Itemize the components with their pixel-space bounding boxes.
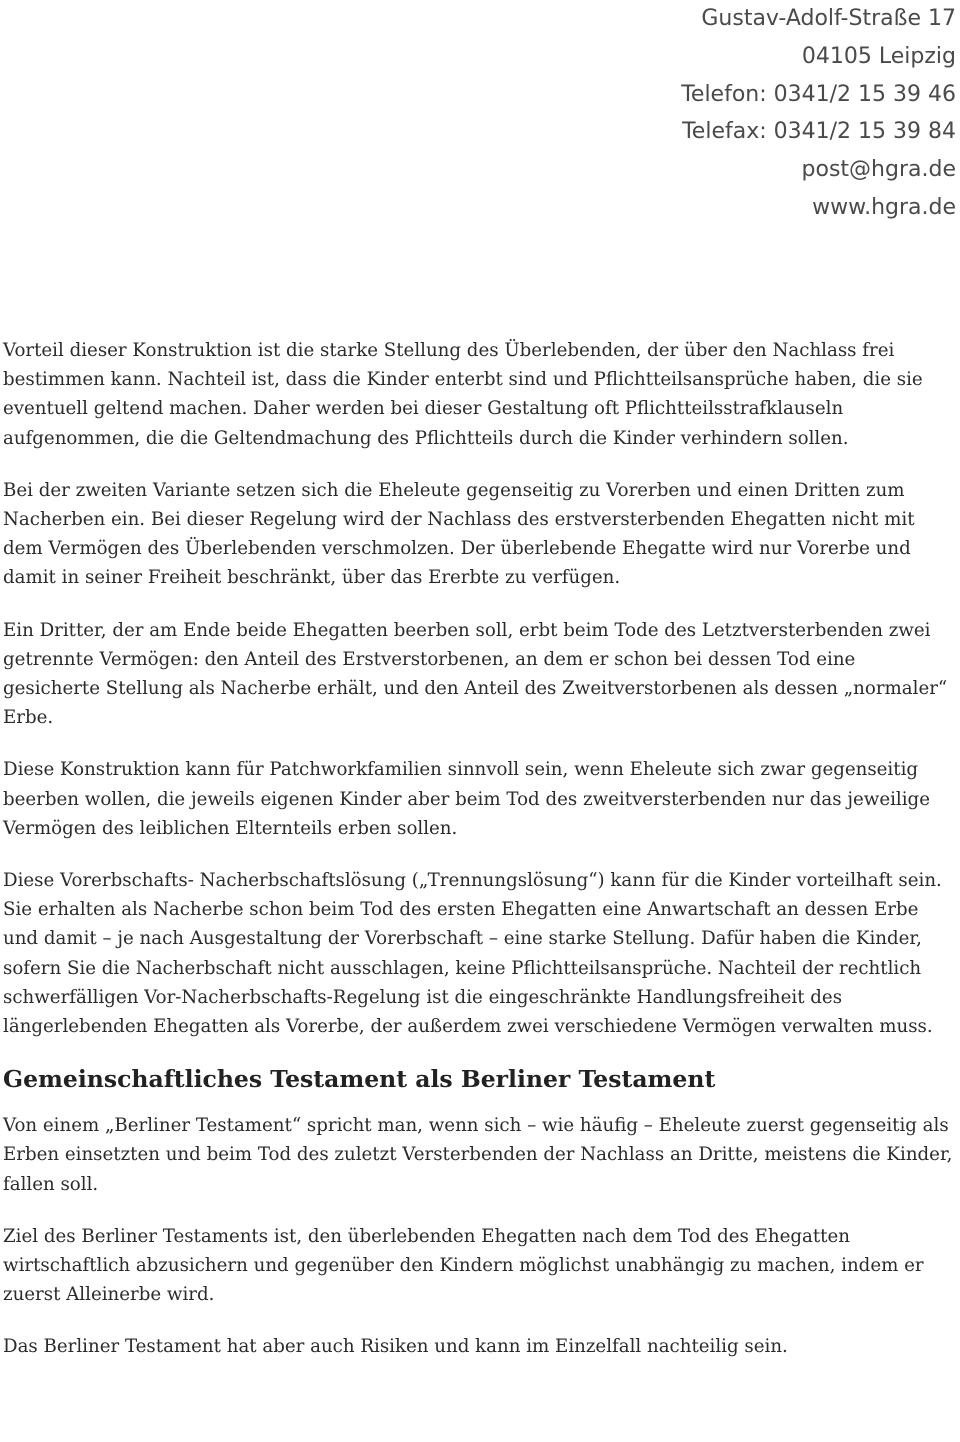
letterhead-street: Gustav-Adolf-Straße 17 <box>701 6 956 31</box>
paragraph-berliner-risks: Das Berliner Testament hat aber auch Risiken und kann im Einzelfall nachteilig sein. <box>3 1336 788 1358</box>
paragraph-berliner-goal: Ziel des Berliner Testaments ist, den überlebenden Ehegatten nach dem Tod des Ehegatten wirtschaftlich abzusichern und gegenüber den Kindern möglichst unabhängig zu machen, indem er zuerst Alleinerbe wird. <box>3 1225 924 1306</box>
document-body <box>3 336 958 1385</box>
paragraph-berliner-definition: Von einem „Berliner Testament“ spricht man, wenn sich – wie häufig – Eheleute zuerst gegenseitig als Erben einsetzten und beim Tod des zuletzt Versterbenden der Nachlass an Dritte, meistens die Kinder, fallen soll. <box>3 1115 953 1195</box>
paragraph-advantage: Vorteil dieser Konstruktion ist die starke Stellung des Überlebenden, der über den Nachlass frei bestimmen kann. Nachteil ist, dass die Kinder enterbt sind und Pflichtteilsansprüche haben, die sie eventuell geltend machen. Daher werden bei dieser Gestaltung oft Pflichtteilsstrafklauseln aufgenommen, die die Geltendmachung des Pflichtteils durch die Kinder verhindern sollen. <box>3 340 923 449</box>
letterhead-city: 04105 Leipzig <box>801 43 956 69</box>
paragraph-second-variant: Bei der zweiten Variante setzen sich die Eheleute gegenseitig zu Vorerben und einen Dritten zum Nacherben ein. Bei dieser Regelung wird der Nachlass des erstversterbenden Ehegatten nicht mit dem Vermögen des Überlebenden verschmolzen. Der überlebende Ehegatte wird nur Vorerbe und damit in seiner Freiheit beschränkt, über das Ererbte zu verfügen. <box>3 479 915 589</box>
letterhead-fax: Telefax: 0341/2 15 39 84 <box>682 119 956 145</box>
letterhead-phone: Telefon: 0341/2 15 39 46 <box>681 81 956 107</box>
paragraph-separation-solution: Diese Vorerbschafts- Nacherbschaftslösung („Trennungslösung“) kann für die Kinder vorteilhaft sein. Sie erhalten als Nacherbe schon beim Tod des ersten Ehegatten eine Anwartschaft an dessen Erbe und damit – je nach Ausgestaltung der Vorerbschaft – eine starke Stellung. Dafür haben die Kinder, sofern Sie die Nacherbschaft nicht ausschlagen, keine Pflichtteilsansprüche. Nachteil der rechtlich schwerfälligen Vor-Nacherbschafts-Regelung ist die eingeschränkte Handlungsfreiheit des längerlebenden Ehegatten als Vorerbe, der außerdem zwei verschiedene Vermögen verwalten muss. <box>3 870 942 1038</box>
paragraph-third-party: Ein Dritter, der am Ende beide Ehegatten beerben soll, erbt beim Tode des Letztversterbenden zwei getrennte Vermögen: den Anteil des Erstverstorbenen, an dem er schon bei dessen Tod eine gesicherte Stellung als Nacherbe erhält, und den Anteil des Zweitverstorbenen als dessen „normaler“ Erbe. <box>3 619 948 729</box>
letterhead-email: post@hgra.de <box>801 157 956 183</box>
section-heading: Gemeinschaftliches Testament als Berliner Testament <box>3 1065 716 1094</box>
letterhead-website: www.hgra.de <box>812 194 956 220</box>
paragraph-patchwork: Diese Konstruktion kann für Patchworkfamilien sinnvoll sein, wenn Eheleute sich zwar gegenseitig beerben wollen, die jeweils eigenen Kinder aber beim Tod des zweitversterbenden nur das jeweilige Vermögen des leiblichen Elternteils erben sollen. <box>3 759 930 839</box>
letterhead <box>681 0 956 227</box>
